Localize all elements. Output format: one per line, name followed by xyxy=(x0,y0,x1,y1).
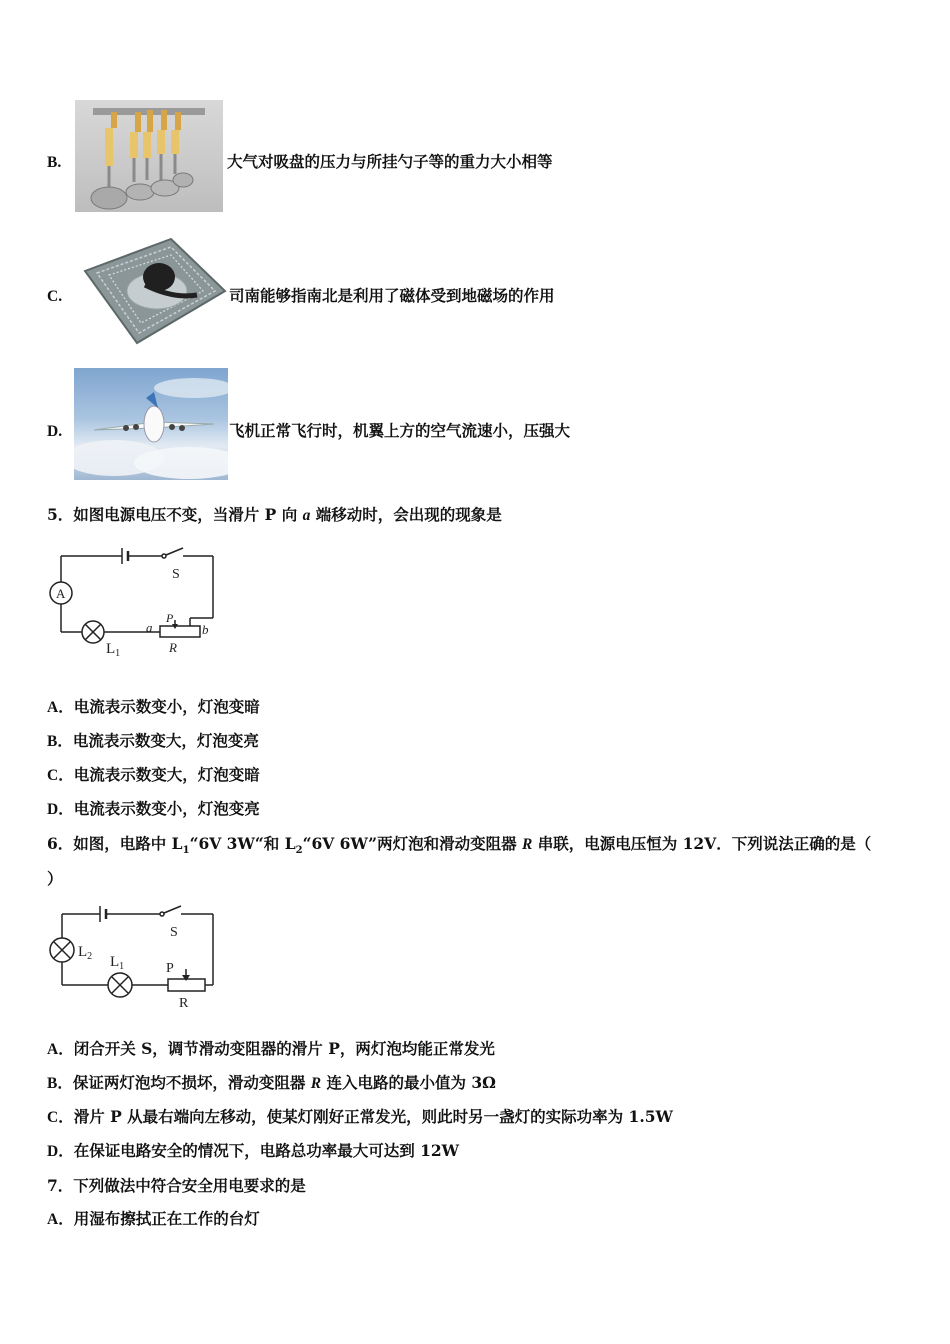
q5-circuit-diagram xyxy=(40,540,225,665)
q5-switch-label: S xyxy=(172,567,180,582)
q6-option-a: A．闭合开关 S，调节滑动变阻器的滑片 P，两灯泡均能正常发光 xyxy=(47,1039,495,1058)
q5-stem: 5．如图电源电压不变，当滑片 P 向 a 端移动时，会出现的现象是 xyxy=(47,505,502,524)
q6-switch-label: S xyxy=(170,925,178,940)
q6-lamp2-label: $L_2$ xyxy=(78,944,93,962)
option-d-letter: D. xyxy=(47,423,63,440)
q6-option-b: B．保证两灯泡均不损坏，滑动变阻器 R 连入电路的最小值为 3Ω xyxy=(47,1073,496,1092)
q5-option-a: A．电流表示数变小，灯泡变暗 xyxy=(47,697,260,716)
q5-lamp-label: $L_1$ xyxy=(106,641,121,659)
q6-slider-p-label: P xyxy=(166,961,174,976)
option-c-letter: C. xyxy=(47,288,63,305)
q5-terminal-a-label: a xyxy=(146,620,153,635)
q5-ammeter-label: A xyxy=(56,586,66,601)
q7-option-a: A．用湿布擦拭正在工作的台灯 xyxy=(47,1209,260,1228)
q7-stem: 7．下列做法中符合安全用电要求的是 xyxy=(47,1176,306,1195)
sinan-compass-photo xyxy=(75,235,227,347)
option-b-text: 大气对吸盘的压力与所挂勺子等的重力大小相等 xyxy=(227,152,553,171)
q5-option-d: D．电流表示数变小，灯泡变亮 xyxy=(47,799,260,818)
q6-option-c: C．滑片 P 从最右端向左移动，使某灯刚好正常发光，则此时另一盏灯的实际功率为 1.5W xyxy=(47,1107,673,1126)
option-c-text: 司南能够指南北是利用了磁体受到地磁场的作用 xyxy=(229,286,555,305)
q6-circuit-diagram xyxy=(40,898,225,1013)
q6-option-d: D．在保证电路安全的情况下，电路总功率最大可达到 12W xyxy=(47,1141,460,1160)
q5-option-b: B．电流表示数变大，灯泡变亮 xyxy=(47,731,259,750)
airplane-photo xyxy=(74,368,228,480)
q6-rheostat-label: R xyxy=(179,996,189,1011)
q6-stem: 6．如图，电路中 $L_1“6V$ 3W“和 $L_2“6V$ 6W”两灯泡和滑动变阻器 R 串联，电源电压恒为 12V．下列说法正确的是（ xyxy=(47,834,872,857)
q5-option-c: C．电流表示数变大，灯泡变暗 xyxy=(47,765,260,784)
option-b-letter: B. xyxy=(47,154,62,171)
q6-stem-line2: ） xyxy=(47,869,63,888)
option-d-text: 飞机正常飞行时，机翼上方的空气流速小，压强大 xyxy=(229,421,571,440)
q5-rheostat-label: R xyxy=(169,640,177,655)
q5-terminal-b-label: b xyxy=(202,622,209,637)
q6-lamp1-label: $L_1$ xyxy=(110,954,125,972)
q5-slider-p-label: P xyxy=(166,611,174,625)
hanging-ladles-photo xyxy=(75,100,223,212)
